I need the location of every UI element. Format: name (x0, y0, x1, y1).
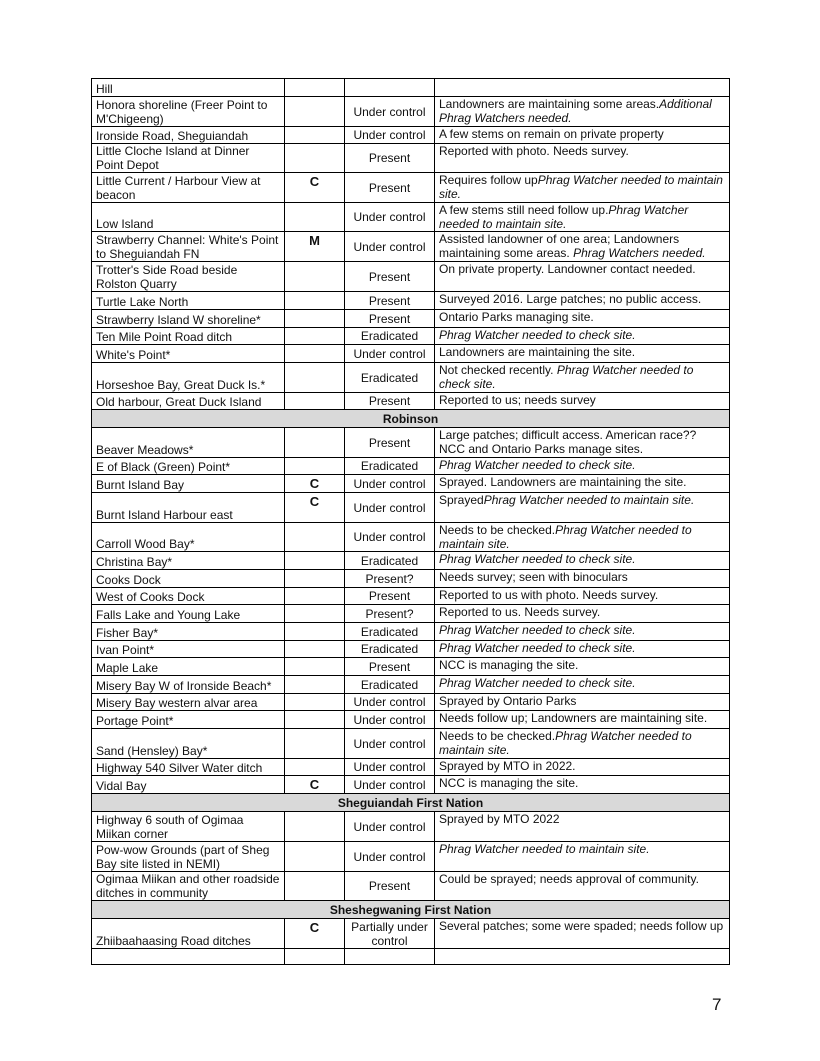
table-row (92, 97, 730, 127)
status-cell: Under control (345, 127, 435, 144)
comment-cell (435, 458, 730, 475)
comment-text: Phrag Watcher needed to maintain site. (483, 493, 695, 507)
status-cell: Present (345, 262, 435, 292)
status-cell (345, 949, 435, 965)
table-row (92, 173, 730, 203)
status-cell: Under control (345, 842, 435, 872)
table-row (92, 842, 730, 872)
comment-cell (435, 776, 730, 794)
location-cell: Carroll Wood Bay* (92, 523, 285, 552)
code-cell (285, 605, 345, 623)
comment-cell (435, 658, 730, 676)
table-row (92, 759, 730, 776)
location-cell: Trotter's Side Road beside Rolston Quarry (92, 262, 285, 292)
comment-cell (435, 729, 730, 759)
code-cell (285, 729, 345, 759)
location-cell: Ogimaa Miikan and other roadside ditches in community (92, 872, 285, 901)
comment-cell (435, 694, 730, 711)
table-row (92, 570, 730, 588)
location-cell: Little Current / Harbour View at beacon (92, 173, 285, 203)
location-cell: Cooks Dock (92, 570, 285, 588)
status-cell: Under control (345, 345, 435, 363)
comment-text: Needs survey; seen with binoculars (439, 570, 628, 584)
table-row (92, 428, 730, 458)
code-cell (285, 203, 345, 232)
location-cell: Falls Lake and Young Lake (92, 605, 285, 623)
location-cell: Ten Mile Point Road ditch (92, 328, 285, 345)
code-cell (285, 552, 345, 570)
comment-cell (435, 523, 730, 552)
table-body (92, 79, 730, 965)
comment-text: Not checked recently. (439, 363, 557, 377)
location-cell: Old harbour, Great Duck Island (92, 393, 285, 410)
table-row (92, 776, 730, 794)
location-cell: Christina Bay* (92, 552, 285, 570)
status-cell: Under control (345, 523, 435, 552)
code-cell (285, 292, 345, 310)
table-row (92, 310, 730, 328)
status-cell: Under control (345, 812, 435, 842)
location-cell: Little Cloche Island at Dinner Point Depot (92, 144, 285, 173)
comment-text: Reported to us; needs survey (439, 393, 596, 407)
comment-text: Phrag Watcher needed to check site. (439, 458, 636, 472)
code-cell (285, 458, 345, 475)
comment-cell (435, 872, 730, 901)
table-row (92, 641, 730, 658)
location-cell: Portage Point* (92, 711, 285, 729)
comment-cell (435, 570, 730, 588)
comment-text: Several patches; some were spaded; needs follow up (439, 919, 724, 933)
table-row (92, 588, 730, 605)
status-cell: Present? (345, 570, 435, 588)
table-row (92, 458, 730, 475)
comment-cell (435, 711, 730, 729)
comment-text: Requires follow up (439, 173, 538, 187)
table-row (92, 262, 730, 292)
status-cell: Under control (345, 493, 435, 523)
table-row (92, 919, 730, 949)
comment-text: Sprayed by Ontario Parks (439, 694, 577, 708)
section-title: Sheshegwaning First Nation (92, 901, 730, 919)
comment-cell (435, 232, 730, 262)
status-cell: Under control (345, 232, 435, 262)
comment-text: Needs follow up; Landowners are maintaining site. (439, 711, 708, 725)
comment-cell (435, 345, 730, 363)
location-cell: Vidal Bay (92, 776, 285, 794)
code-cell (285, 363, 345, 393)
table-row (92, 729, 730, 759)
code-cell (285, 812, 345, 842)
comment-cell (435, 127, 730, 144)
status-cell: Under control (345, 776, 435, 794)
status-cell: Present? (345, 605, 435, 623)
table-row (92, 292, 730, 310)
code-cell (285, 711, 345, 729)
comment-text: Needs to be checked. (439, 523, 556, 537)
comment-text: A few stems still need follow up. (439, 203, 609, 217)
comment-cell (435, 605, 730, 623)
status-cell: Present (345, 872, 435, 901)
comment-text: Large patches; difficult access. American race?? NCC and Ontario Parks manage sites. (439, 428, 697, 456)
location-cell: West of Cooks Dock (92, 588, 285, 605)
section-header-row (92, 410, 730, 428)
location-cell: Ironside Road, Sheguiandah (92, 127, 285, 144)
code-cell (285, 393, 345, 410)
code-cell (285, 428, 345, 458)
comment-text: Sprayed. Landowners are maintaining the site. (439, 475, 687, 489)
location-cell: Strawberry Island W shoreline* (92, 310, 285, 328)
comment-text: Sprayed by MTO in 2022. (439, 759, 576, 773)
comment-cell (435, 97, 730, 127)
code-cell (285, 759, 345, 776)
comment-text: Ontario Parks managing site. (439, 310, 594, 324)
status-cell: Partially under control (345, 919, 435, 949)
comment-cell (435, 393, 730, 410)
comment-cell (435, 949, 730, 965)
table-row (92, 605, 730, 623)
comment-text: Phrag Watcher needed to check site. (439, 623, 636, 637)
comment-cell (435, 173, 730, 203)
code-cell (285, 97, 345, 127)
code-cell (285, 328, 345, 345)
comment-cell (435, 475, 730, 493)
comment-text: Phrag Watcher needed to maintain site. (439, 729, 692, 757)
code-cell (285, 127, 345, 144)
table-row (92, 493, 730, 523)
comment-cell (435, 144, 730, 173)
comment-text: Phrag Watcher needed to check site. (439, 552, 636, 566)
section-title: Robinson (92, 410, 730, 428)
status-cell: Present (345, 292, 435, 310)
code-cell (285, 949, 345, 965)
comment-cell (435, 812, 730, 842)
code-cell (285, 588, 345, 605)
code-cell: C (285, 475, 345, 493)
table-row (92, 872, 730, 901)
comment-text: A few stems on remain on private property (439, 127, 664, 141)
location-cell: White's Point* (92, 345, 285, 363)
code-cell (285, 641, 345, 658)
status-cell: Eradicated (345, 676, 435, 694)
section-header-row (92, 794, 730, 812)
location-cell: Misery Bay western alvar area (92, 694, 285, 711)
code-cell (285, 79, 345, 97)
comment-text: NCC is managing the site. (439, 776, 579, 790)
comment-text: Phrag Watcher needed to maintain site. (439, 173, 723, 201)
comment-cell (435, 588, 730, 605)
comment-text: Could be sprayed; needs approval of community. (439, 872, 699, 886)
table-row (92, 676, 730, 694)
table-row (92, 552, 730, 570)
table-row (92, 232, 730, 262)
table-row (92, 694, 730, 711)
comment-cell (435, 428, 730, 458)
table-row (92, 203, 730, 232)
status-cell: Present (345, 173, 435, 203)
location-cell: Burnt Island Harbour east (92, 493, 285, 523)
comment-cell (435, 310, 730, 328)
code-cell (285, 310, 345, 328)
comment-cell (435, 79, 730, 97)
status-cell (345, 79, 435, 97)
section-header-row (92, 901, 730, 919)
location-cell: Highway 540 Silver Water ditch (92, 759, 285, 776)
code-cell (285, 523, 345, 552)
code-cell (285, 570, 345, 588)
location-cell: Sand (Hensley) Bay* (92, 729, 285, 759)
location-cell: Beaver Meadows* (92, 428, 285, 458)
comment-text: Phrag Watchers needed. (573, 246, 706, 260)
comment-cell (435, 623, 730, 641)
comment-cell (435, 292, 730, 310)
comment-text: NCC is managing the site. (439, 658, 579, 672)
status-cell: Under control (345, 711, 435, 729)
status-cell: Eradicated (345, 458, 435, 475)
status-cell: Under control (345, 729, 435, 759)
status-cell: Present (345, 428, 435, 458)
comment-cell (435, 759, 730, 776)
code-cell: C (285, 776, 345, 794)
comment-cell (435, 641, 730, 658)
page-number: 7 (712, 995, 722, 1014)
section-title: Sheguiandah First Nation (92, 794, 730, 812)
comment-text: Assisted landowner of one area; Landowners maintaining some areas. (439, 232, 680, 260)
table-row (92, 711, 730, 729)
code-cell (285, 658, 345, 676)
status-cell: Under control (345, 759, 435, 776)
comment-text: Landowners are maintaining some areas. (439, 97, 660, 111)
location-cell: Burnt Island Bay (92, 475, 285, 493)
code-cell (285, 694, 345, 711)
status-cell: Present (345, 144, 435, 173)
code-cell: C (285, 493, 345, 523)
table-row (92, 658, 730, 676)
location-cell: Zhiibaahaasing Road ditches (92, 919, 285, 949)
table-row (92, 812, 730, 842)
comment-cell (435, 552, 730, 570)
comment-cell (435, 203, 730, 232)
comment-text: Phrag Watcher needed to check site. (439, 363, 694, 391)
table-row (92, 345, 730, 363)
comment-text: Phrag Watcher needed to maintain site. (439, 842, 650, 856)
code-cell (285, 872, 345, 901)
table-row (92, 127, 730, 144)
comment-text: Reported to us with photo. Needs survey. (439, 588, 659, 602)
status-cell: Present (345, 393, 435, 410)
table-row (92, 475, 730, 493)
location-cell: Highway 6 south of Ogimaa Miikan corner (92, 812, 285, 842)
comment-cell (435, 842, 730, 872)
code-cell (285, 842, 345, 872)
status-cell: Eradicated (345, 641, 435, 658)
location-cell: Low Island (92, 203, 285, 232)
comment-cell (435, 363, 730, 393)
code-cell: C (285, 919, 345, 949)
comment-text: Sprayed (439, 493, 484, 507)
code-cell (285, 623, 345, 641)
comment-text: Needs to be checked. (439, 729, 556, 743)
location-cell (92, 949, 285, 965)
status-cell: Present (345, 658, 435, 676)
comment-cell (435, 262, 730, 292)
comment-text: Phrag Watcher needed to maintain site. (439, 523, 692, 551)
status-cell: Under control (345, 475, 435, 493)
table-row (92, 328, 730, 345)
comment-text: Phrag Watcher needed to check site. (439, 676, 636, 690)
location-cell: Fisher Bay* (92, 623, 285, 641)
comment-text: Sprayed by MTO 2022 (439, 812, 560, 826)
status-cell: Under control (345, 97, 435, 127)
phragmites-site-table (91, 78, 730, 965)
status-cell: Eradicated (345, 328, 435, 345)
code-cell (285, 262, 345, 292)
code-cell (285, 144, 345, 173)
code-cell (285, 676, 345, 694)
status-cell: Under control (345, 203, 435, 232)
code-cell (285, 345, 345, 363)
comment-text: Phrag Watcher needed to check site. (439, 641, 636, 655)
comment-cell (435, 328, 730, 345)
location-cell: Hill (92, 79, 285, 97)
comment-cell (435, 676, 730, 694)
status-cell: Eradicated (345, 552, 435, 570)
comment-text: Reported to us. Needs survey. (439, 605, 601, 619)
location-cell: Honora shoreline (Freer Point to M'Chigeeng) (92, 97, 285, 127)
comment-cell (435, 919, 730, 949)
comment-text: Surveyed 2016. Large patches; no public access. (439, 292, 702, 306)
table-row (92, 623, 730, 641)
table-row (92, 523, 730, 552)
location-cell: Misery Bay W of Ironside Beach* (92, 676, 285, 694)
comment-text: On private property. Landowner contact needed. (439, 262, 696, 276)
table-row (92, 949, 730, 965)
location-cell: E of Black (Green) Point* (92, 458, 285, 475)
comment-text: Phrag Watcher needed to check site. (439, 328, 636, 342)
code-cell: M (285, 232, 345, 262)
comment-text: Reported with photo. Needs survey. (439, 144, 629, 158)
table-row (92, 79, 730, 97)
location-cell: Ivan Point* (92, 641, 285, 658)
location-cell: Strawberry Channel: White's Point to Sheguiandah FN (92, 232, 285, 262)
status-cell: Present (345, 588, 435, 605)
status-cell: Eradicated (345, 363, 435, 393)
status-cell: Under control (345, 694, 435, 711)
comment-cell (435, 493, 730, 523)
table-row (92, 393, 730, 410)
code-cell: C (285, 173, 345, 203)
location-cell: Pow-wow Grounds (part of Sheg Bay site listed in NEMI) (92, 842, 285, 872)
status-cell: Eradicated (345, 623, 435, 641)
status-cell: Present (345, 310, 435, 328)
table-row (92, 363, 730, 393)
comment-text: Additional Phrag Watchers needed. (439, 97, 712, 125)
comment-text: Phrag Watcher needed to maintain site. (439, 203, 689, 231)
comment-text: Landowners are maintaining the site. (439, 345, 636, 359)
location-cell: Horseshoe Bay, Great Duck Is.* (92, 363, 285, 393)
location-cell: Turtle Lake North (92, 292, 285, 310)
location-cell: Maple Lake (92, 658, 285, 676)
table-row (92, 144, 730, 173)
